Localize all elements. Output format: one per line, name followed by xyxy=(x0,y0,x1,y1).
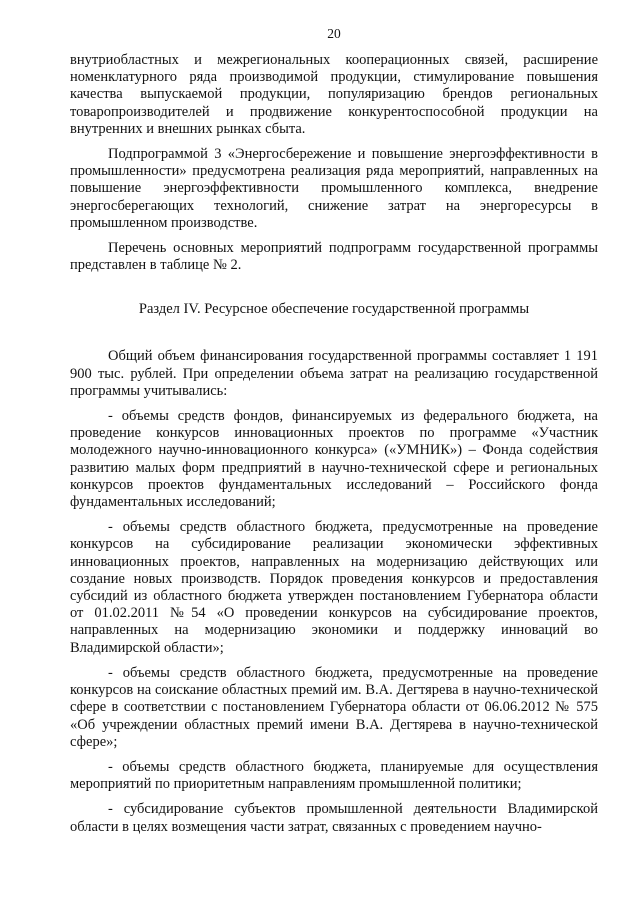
paragraph-regional-contests: - объемы средств областного бюджета, предусмотренные на проведение конкурсов на субсидирование реализации экономически эффективных инновационных проектов, направленных на модернизацию действующих или создание новых производств. Порядок проведения конкурсов и предоставления субсидий из областного бюджета утвержден постановлением Губернатора области от 01.02.2011 №54 «О проведении конкурсов на субсидирование проектов, направленных на модернизацию экономики и поддержку инноваций во Владимирской области»; xyxy=(70,519,598,656)
paragraph-subsidies: - субсидирование субъектов промышленной деятельности Владимирской области в целях возмещения части затрат, связанных с проведением научно- xyxy=(70,801,598,835)
paragraph-total-funding: Общий объем финансирования государственной программы составляет 1 191 900 тыс. рублей. При определении объема затрат на реализацию государственной программы учитывались: xyxy=(70,348,598,399)
paragraph-subprogram-3: Подпрограммой 3 «Энергосбережение и повышение энергоэффективности в промышленности» предусмотрена реализация ряда мероприятий, направленных на повышение энергоэффективности промышленного комплекса, внедрение энергосберегающих технологий, снижение затрат на энергоресурсы в промышленном производстве. xyxy=(70,146,598,231)
paragraph-industrial-policy: - объемы средств областного бюджета, планируемые для осуществления мероприятий по приоритетным направлениям промышленной политики; xyxy=(70,758,598,793)
page-number: 20 xyxy=(327,26,341,41)
paragraph-degtyarev-prizes: - объемы средств областного бюджета, предусмотренные на проведение конкурсов на соискание областных премий им. В.А. Дегтярева в научно-технической сфере в соответствии с постановлением Губернатора области от 06.06.2012 № 575 «Об учреждении областных премий имени В.А. Дегтярева в научно-технической сфере»; xyxy=(70,664,598,750)
section-title: Раздел IV. Ресурсное обеспечение государственной программы xyxy=(138,301,530,318)
paragraph-cooperation-ties: внутриобластных и межрегиональных кооперационных связей, расширение номенклатурного ряда производимой продукции, стимулирование повышения качества выпускаемой продукции, популяризацию брендов региональных товаропроизводителей и продвижение конкурентоспособной продукции на внутренних и внешних рынках сбыта. xyxy=(70,52,598,137)
paragraph-federal-funds: - объемы средств фондов, финансируемых из федерального бюджета, на проведение конкурсов инновационных проектов по программе «Участник молодежного научно-инновационного конкурса» («УМНИК») – Фонда содействия развитию малых форм предприятий в научно-технической сфере и региональных конкурсов проектов фундаментальных исследований – Российского фонда фундаментальных исследований; xyxy=(70,408,598,511)
paragraph-measures-list: Перечень основных мероприятий подпрограмм государственной программы представлен в таблице № 2. xyxy=(70,240,598,274)
